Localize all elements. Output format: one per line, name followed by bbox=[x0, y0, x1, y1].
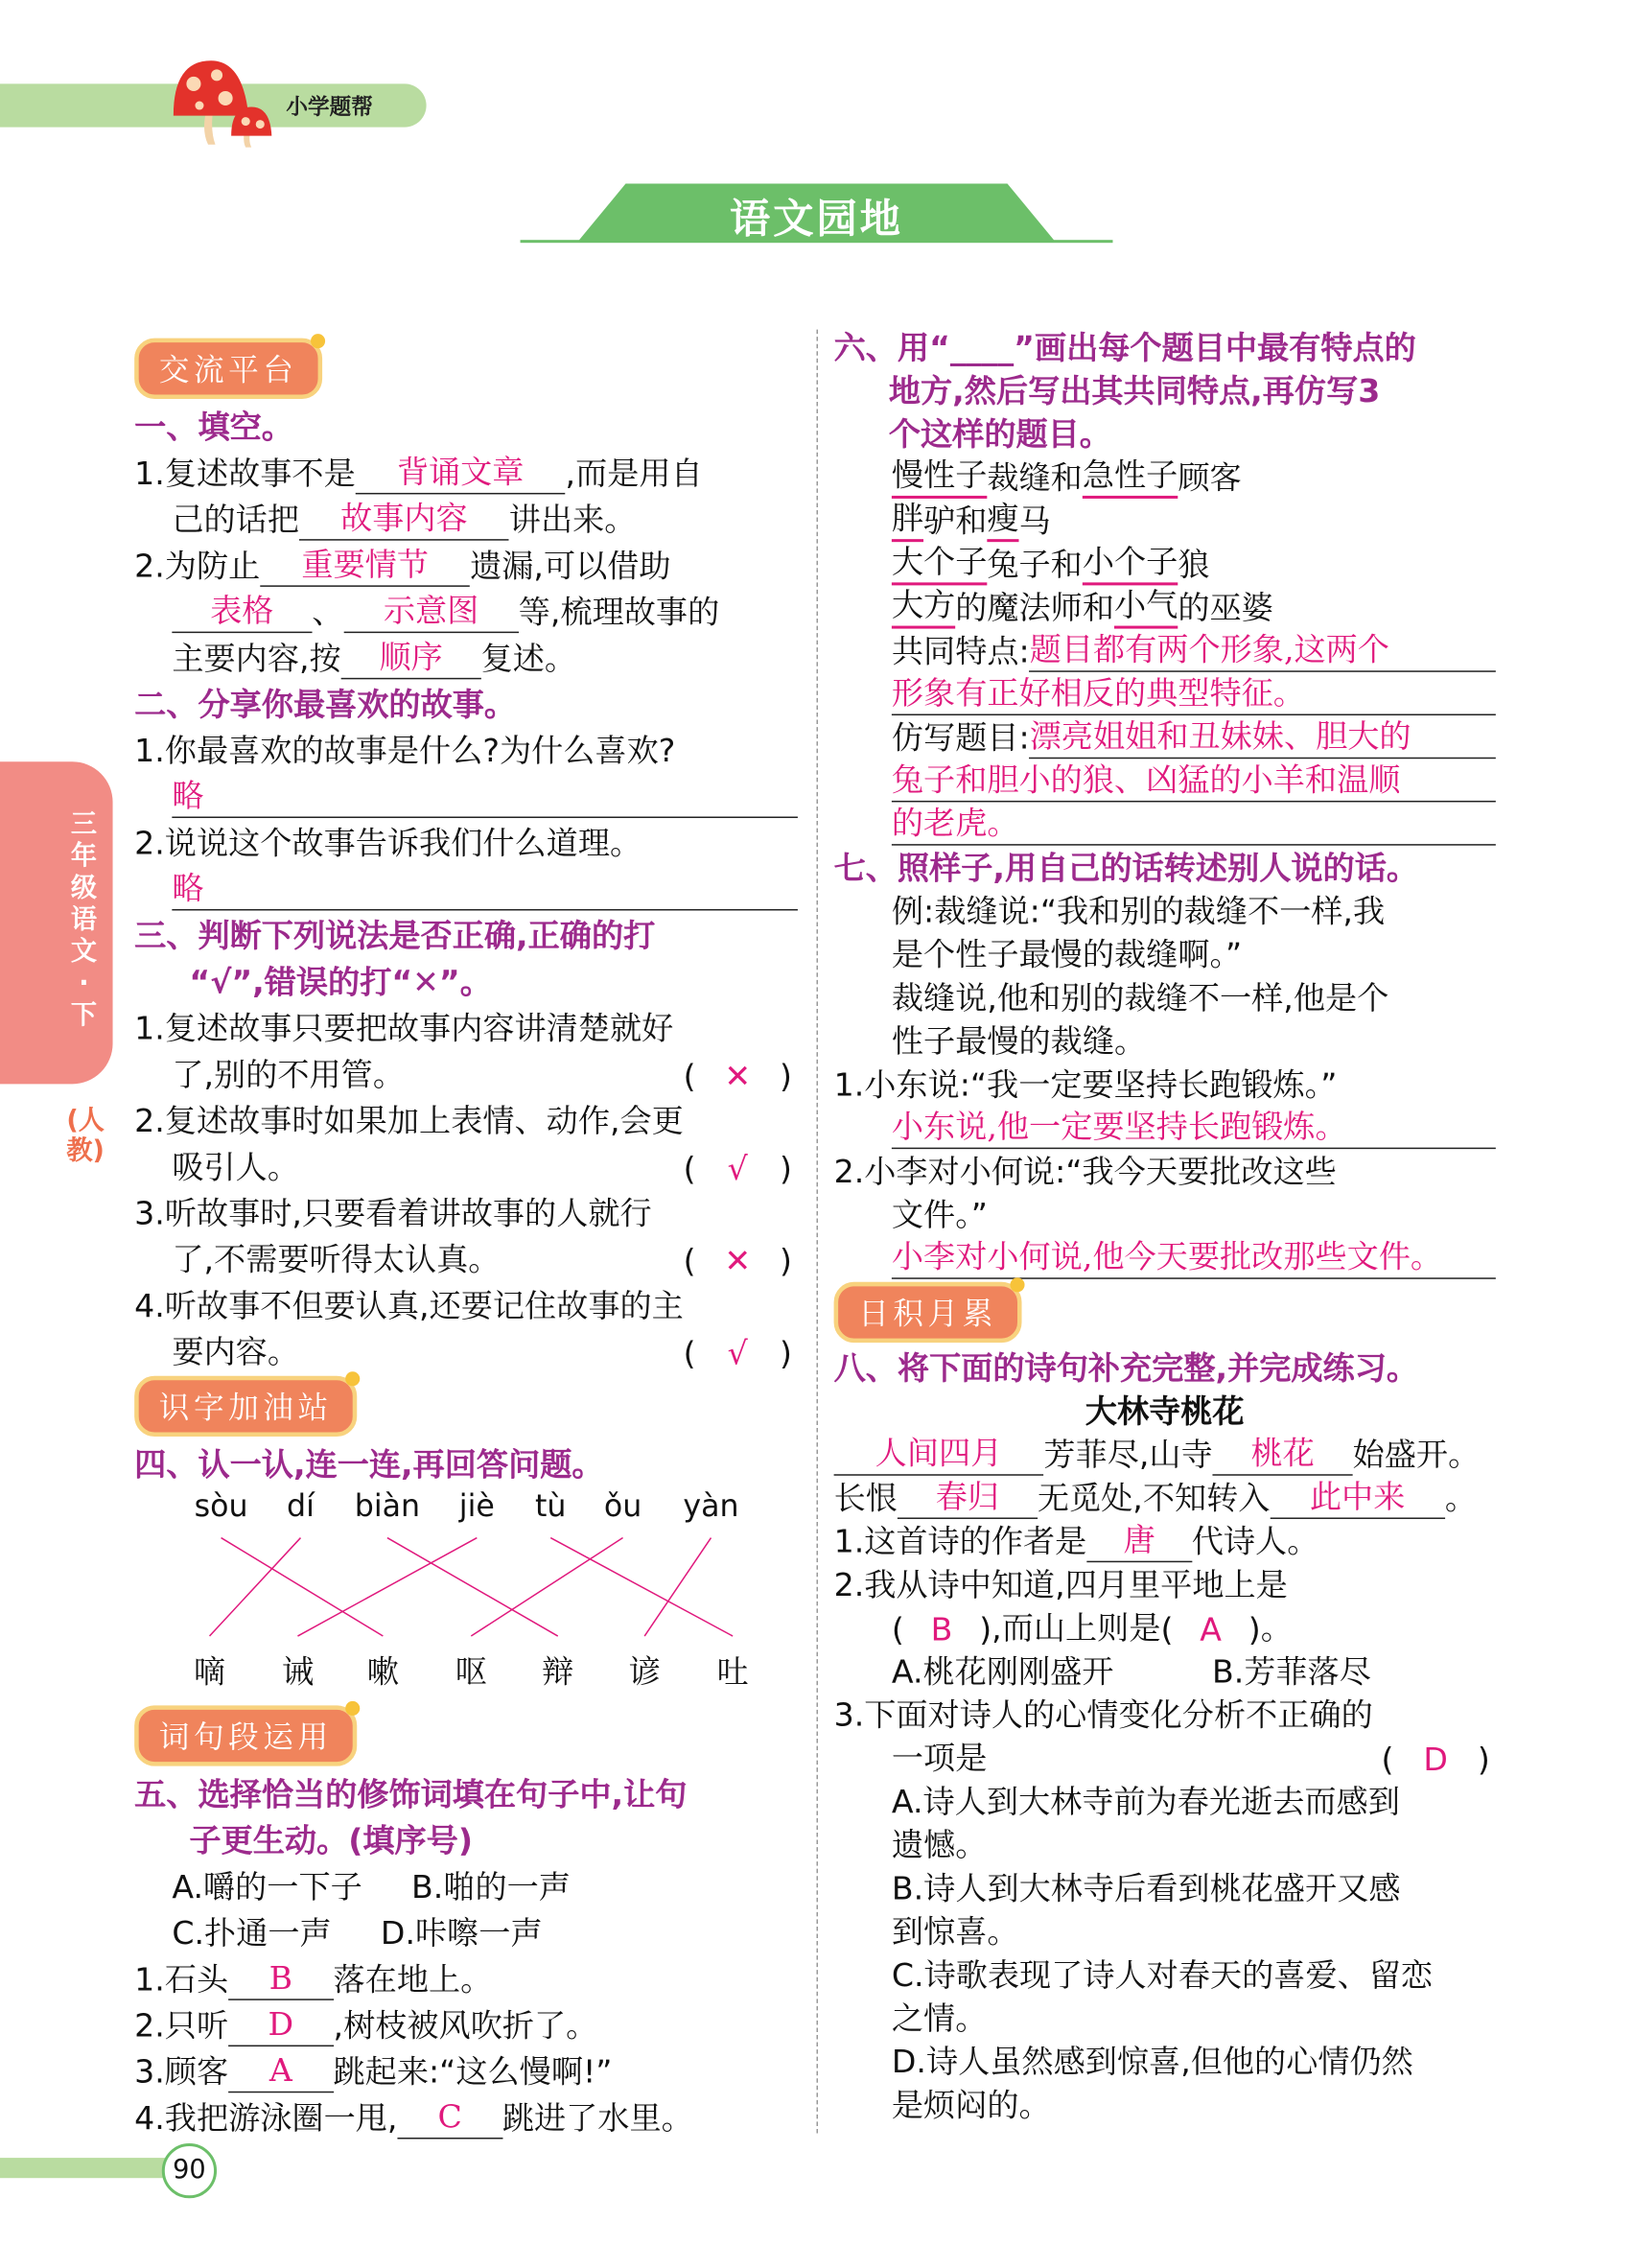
text: 了,别的不用管。 bbox=[172, 1058, 405, 1094]
text: D.诗人虽然感到惊喜,但他的心情仍然 bbox=[891, 2045, 1413, 2082]
text: 4.我把游泳圈一甩, bbox=[134, 2101, 398, 2139]
judgement-answer: ( D ) bbox=[1381, 1742, 1490, 1780]
text: 大林寺桃花 bbox=[1085, 1394, 1245, 1432]
pinyin: dí bbox=[287, 1488, 315, 1524]
question-line bbox=[834, 1693, 1496, 1736]
text: D.咔嚓一声 bbox=[380, 1916, 543, 1953]
answer-fill: 漂亮姐姐和丑妹妹、胆大的 bbox=[1030, 720, 1496, 760]
character: 诫 bbox=[281, 1654, 315, 1692]
answer-line bbox=[834, 2040, 1496, 2083]
text: “√”,错误的打“✕”。 bbox=[189, 965, 492, 1002]
text: 七、照样子,用自己的话转述别人说的话。 bbox=[833, 851, 1419, 888]
text-line bbox=[834, 456, 1496, 499]
text: 一项是 bbox=[891, 1742, 988, 1778]
text: 四、认一认,连一连,再回答问题。 bbox=[134, 1448, 604, 1485]
poem-title bbox=[834, 1389, 1496, 1432]
text: 顾客 bbox=[1178, 460, 1242, 498]
text: 六、用“____”画出每个题目中最有特点的 bbox=[833, 331, 1416, 367]
text: 是烦闷的。 bbox=[891, 2088, 1051, 2125]
answer-line bbox=[834, 1996, 1496, 2039]
text: 到惊喜。 bbox=[891, 1914, 1019, 1952]
section-heading-cont bbox=[834, 368, 1496, 411]
question-line bbox=[834, 1063, 1496, 1106]
side-tab-label: 三年级语文·下 bbox=[70, 808, 97, 1031]
answer-blank: B bbox=[228, 1961, 333, 2000]
text: 二、分享你最喜欢的故事。 bbox=[134, 688, 517, 725]
text: 4.听故事不但要认真,还要记住故事的主 bbox=[134, 1289, 684, 1326]
underlined-feature: 瘦 bbox=[987, 502, 1018, 542]
text-line bbox=[134, 1234, 798, 1280]
answer-fill: 略 bbox=[172, 779, 798, 818]
question-line bbox=[834, 1149, 1496, 1192]
choice-mark: B bbox=[930, 1612, 953, 1649]
text: ,树枝被风吹折了。 bbox=[333, 2008, 598, 2046]
pinyin: jiè bbox=[458, 1488, 495, 1524]
question-line bbox=[134, 726, 798, 772]
text: 是个性子最慢的裁缝啊。” bbox=[891, 938, 1243, 974]
answer-blank: 表格 bbox=[172, 594, 312, 633]
underlined-feature: 大个子 bbox=[892, 545, 987, 585]
section-badge-label: 识字加油站 bbox=[134, 1376, 357, 1437]
answer-line bbox=[834, 672, 1496, 715]
underlined-feature: 小气 bbox=[1114, 588, 1178, 628]
brand-name: 小学题帮 bbox=[286, 93, 373, 121]
text-line bbox=[834, 715, 1496, 759]
text: 2.只听 bbox=[134, 2008, 229, 2046]
text: C.诗歌表现了诗人对春天的喜爱、留恋 bbox=[891, 1958, 1434, 1995]
character: 辩 bbox=[542, 1654, 574, 1692]
answer-fill: 兔子和胆小的狼、凶猛的小羊和温顺 bbox=[892, 763, 1496, 803]
answer-fill: 形象有正好相反的典型特征。 bbox=[892, 676, 1496, 715]
underlined-feature: 急性子 bbox=[1083, 458, 1178, 499]
text: 1.复述故事不是 bbox=[134, 456, 356, 493]
judgement-mark: √ bbox=[727, 1337, 748, 1373]
section-badge-label: 日积月累 bbox=[834, 1282, 1022, 1343]
text: B.芳菲落尽 bbox=[1211, 1654, 1371, 1692]
answer-blank: 顺序 bbox=[341, 641, 481, 680]
answer-line bbox=[834, 1866, 1496, 1909]
answer-blank: D bbox=[228, 2007, 333, 2046]
text: 例:裁缝说:“我和别的裁缝不一样,我 bbox=[891, 894, 1386, 931]
text: 五、选择恰当的修饰词填在句子中,让句 bbox=[134, 1777, 688, 1814]
text: A.桃花刚刚盛开 bbox=[891, 1654, 1114, 1692]
pinyin: ǒu bbox=[603, 1488, 642, 1524]
text: 共同特点: bbox=[891, 634, 1030, 671]
judgement-answer: ( ✕ ) bbox=[683, 1244, 792, 1281]
text-line bbox=[834, 1019, 1496, 1063]
text: 等,梳理故事的 bbox=[518, 595, 720, 632]
text: C.扑通一声 bbox=[172, 1916, 332, 1953]
text-line bbox=[134, 1049, 798, 1095]
text: 的魔法师和 bbox=[955, 591, 1115, 628]
publisher-label: (人教) bbox=[66, 1105, 105, 1167]
match-link bbox=[222, 1538, 384, 1636]
judgement-mark: D bbox=[1423, 1742, 1448, 1780]
text-line bbox=[134, 1861, 798, 1907]
text: 1.石头 bbox=[134, 1962, 229, 1999]
text: 地方,然后写出其共同特点,再仿写3 bbox=[888, 374, 1381, 411]
pinyin: biàn bbox=[354, 1488, 421, 1524]
text-line bbox=[134, 633, 798, 679]
section-badge bbox=[134, 1702, 798, 1768]
question-line bbox=[134, 2046, 798, 2093]
underlined-feature: 大方 bbox=[892, 588, 955, 628]
text: 3.顾客 bbox=[134, 2055, 229, 2092]
answer-fill: 略 bbox=[172, 872, 798, 911]
text: 驴和 bbox=[923, 503, 988, 541]
text: 兔子和 bbox=[987, 548, 1083, 584]
match-link bbox=[297, 1538, 477, 1636]
text-line bbox=[834, 889, 1496, 932]
text: 之情。 bbox=[891, 2001, 988, 2039]
footer-band bbox=[0, 2158, 180, 2178]
text: 仿写题目: bbox=[891, 721, 1030, 758]
match-link bbox=[210, 1538, 301, 1636]
answer-line bbox=[834, 1822, 1496, 1865]
character: 谚 bbox=[628, 1654, 661, 1692]
character: 呕 bbox=[455, 1654, 487, 1692]
answer-blank: 人间四月 bbox=[834, 1437, 1044, 1476]
answer-line bbox=[834, 1952, 1496, 1996]
text: 。 bbox=[1444, 1481, 1477, 1518]
section-heading-cont bbox=[134, 957, 798, 1003]
judgement-answer: ( ✕ ) bbox=[683, 1059, 792, 1096]
question-line bbox=[134, 448, 798, 494]
choice-answer: ( A ) bbox=[1160, 1612, 1261, 1649]
text: 讲出来。 bbox=[508, 503, 637, 540]
question-line bbox=[834, 1562, 1496, 1605]
judgement-answer: ( √ ) bbox=[683, 1337, 792, 1373]
text: 八、将下面的诗句补充完整,并完成练习。 bbox=[833, 1351, 1419, 1388]
section-heading bbox=[134, 910, 798, 956]
section-heading bbox=[834, 325, 1496, 368]
text: 遗漏,可以借助 bbox=[470, 549, 671, 586]
right-column bbox=[834, 325, 1496, 2126]
text: 了,不需要听得太认真。 bbox=[172, 1243, 501, 1279]
text: 主要内容,按 bbox=[172, 642, 341, 678]
section-badge bbox=[134, 1373, 798, 1439]
text-line bbox=[834, 499, 1496, 542]
answer-line bbox=[134, 864, 798, 910]
answer-line bbox=[834, 2083, 1496, 2126]
text: 代诗人。 bbox=[1191, 1524, 1319, 1561]
text: 落在地上。 bbox=[333, 1962, 493, 1999]
text: 长恨 bbox=[833, 1481, 898, 1518]
choice-answer: ( B ) bbox=[891, 1612, 992, 1649]
text-line bbox=[834, 542, 1496, 585]
text: 性子最慢的裁缝。 bbox=[891, 1024, 1147, 1062]
text: 1.你最喜欢的故事是什么?为什么喜欢? bbox=[134, 734, 676, 771]
answer-blank: 故事内容 bbox=[299, 502, 509, 541]
section-heading-cont bbox=[134, 1815, 798, 1861]
text: 1.小东说:“我一定要坚持长跑锻炼。” bbox=[833, 1067, 1338, 1105]
section-heading bbox=[134, 402, 798, 448]
mushroom-logo-icon bbox=[162, 58, 278, 147]
text: 、 bbox=[312, 595, 344, 632]
text: 要内容。 bbox=[172, 1335, 299, 1372]
text-line bbox=[134, 1327, 798, 1373]
text: 裁缝和 bbox=[987, 460, 1083, 498]
question-line bbox=[134, 1954, 798, 2000]
answer-blank: 重要情节 bbox=[260, 548, 470, 587]
answer-blank: 此中来 bbox=[1270, 1480, 1444, 1519]
pinyin: yàn bbox=[683, 1488, 739, 1524]
question-line bbox=[134, 1095, 798, 1141]
judgement-mark: ✕ bbox=[724, 1059, 752, 1096]
character: 吐 bbox=[716, 1654, 749, 1692]
text: 3.听故事时,只要看着讲故事的人就行 bbox=[134, 1196, 652, 1233]
text: 狼 bbox=[1178, 548, 1210, 584]
answer-blank: C bbox=[397, 2100, 502, 2139]
answer-line bbox=[834, 759, 1496, 802]
text: 裁缝说,他和别的裁缝不一样,他是个 bbox=[891, 981, 1389, 1017]
text-line bbox=[834, 975, 1496, 1018]
answer-line bbox=[834, 1736, 1496, 1779]
section-heading bbox=[834, 1345, 1496, 1389]
underlined-feature: 小个子 bbox=[1083, 545, 1178, 585]
text: B.诗人到大林寺后看到桃花盛开又感 bbox=[891, 1871, 1401, 1908]
text-line bbox=[134, 1142, 798, 1188]
question-line bbox=[834, 1519, 1496, 1562]
answer-line bbox=[134, 772, 798, 818]
text: 的巫婆 bbox=[1178, 591, 1273, 628]
answer-fill: 小李对小何说,他今天要批改那些文件。 bbox=[892, 1240, 1496, 1279]
answer-line bbox=[834, 1192, 1496, 1235]
answer-blank: 唐 bbox=[1086, 1523, 1191, 1562]
text: 1.复述故事只要把故事内容讲清楚就好 bbox=[134, 1011, 674, 1048]
text: 。 bbox=[1260, 1611, 1293, 1648]
text: A.诗人到大林寺前为春光逝去而感到 bbox=[891, 1785, 1400, 1821]
underlined-feature: 胖 bbox=[892, 502, 923, 542]
text: B.啪的一声 bbox=[411, 1870, 571, 1906]
left-column bbox=[134, 336, 798, 2139]
text-line bbox=[134, 494, 798, 540]
question-line bbox=[134, 2093, 798, 2139]
pinyin-matching bbox=[134, 1485, 798, 1702]
question-line bbox=[134, 818, 798, 864]
answer-line bbox=[834, 1236, 1496, 1279]
judgement-mark: ✕ bbox=[724, 1244, 752, 1281]
text: 复述。 bbox=[480, 642, 577, 678]
match-link bbox=[471, 1538, 622, 1636]
text: 始盛开。 bbox=[1352, 1438, 1481, 1475]
text: A.嚼的一下子 bbox=[172, 1870, 362, 1906]
answer-blank: 桃花 bbox=[1213, 1437, 1353, 1476]
pinyin: tù bbox=[534, 1488, 567, 1524]
text-line bbox=[834, 585, 1496, 628]
text-line bbox=[834, 629, 1496, 672]
choice-mark: A bbox=[1200, 1612, 1222, 1649]
text: ,而山上则是 bbox=[991, 1611, 1161, 1648]
answer-blank: 背诵文章 bbox=[356, 456, 566, 495]
answer-fill: 的老虎。 bbox=[892, 807, 1496, 846]
section-heading bbox=[134, 1439, 798, 1485]
section-heading bbox=[134, 679, 798, 725]
section-heading-cont bbox=[834, 412, 1496, 456]
answer-line bbox=[834, 1909, 1496, 1952]
character: 嗽 bbox=[366, 1654, 399, 1692]
text: 一、填空。 bbox=[134, 410, 293, 447]
answer-blank: A bbox=[228, 2054, 333, 2093]
text: 芳菲尽,山寺 bbox=[1043, 1438, 1213, 1475]
text: ,而是用自 bbox=[565, 456, 703, 493]
text: 吸引人。 bbox=[172, 1150, 299, 1187]
poem-line bbox=[834, 1476, 1496, 1519]
poem-line bbox=[834, 1433, 1496, 1476]
match-link bbox=[550, 1538, 733, 1636]
section-badge-label: 交流平台 bbox=[134, 339, 322, 399]
answer-line bbox=[834, 1779, 1496, 1822]
question-line bbox=[134, 1003, 798, 1049]
answer-line bbox=[834, 1106, 1496, 1149]
section-badge bbox=[134, 336, 798, 402]
text: 子更生动。(填序号) bbox=[189, 1823, 474, 1860]
section-heading bbox=[834, 846, 1496, 889]
text: 文件。” bbox=[891, 1198, 988, 1235]
text: 无觅处,不知转入 bbox=[1037, 1481, 1271, 1518]
answer-fill: 小东说,他一定要坚持长跑锻炼。 bbox=[892, 1110, 1496, 1149]
answer-line bbox=[834, 802, 1496, 845]
pinyin: sòu bbox=[194, 1488, 248, 1524]
question-line bbox=[134, 541, 798, 587]
answer-blank: 春归 bbox=[898, 1480, 1038, 1519]
text: 个这样的题目。 bbox=[888, 417, 1111, 455]
text-line bbox=[134, 587, 798, 633]
text: 2.我从诗中知道,四月里平地上是 bbox=[833, 1568, 1288, 1604]
text: 己的话把 bbox=[172, 503, 299, 540]
underlined-feature: 慢性子 bbox=[892, 458, 987, 499]
judgement-answer: ( √ ) bbox=[683, 1152, 792, 1188]
section-badge bbox=[834, 1279, 1496, 1345]
answer-blank: 示意图 bbox=[343, 594, 518, 633]
answer-fill: 题目都有两个形象,这两个 bbox=[1030, 633, 1496, 672]
question-line bbox=[134, 1280, 798, 1326]
question-line bbox=[134, 1188, 798, 1234]
text: 三、判断下列说法是否正确,正确的打 bbox=[134, 919, 656, 956]
text: 2.说说这个故事告诉我们什么道理。 bbox=[134, 827, 642, 863]
text-line bbox=[834, 932, 1496, 975]
section-badge-label: 词句段运用 bbox=[134, 1705, 357, 1765]
page-number: 90 bbox=[162, 2143, 217, 2198]
text: 马 bbox=[1018, 503, 1051, 541]
page-title: 语文园地 bbox=[730, 195, 903, 244]
match-link bbox=[644, 1538, 711, 1636]
character: 嘀 bbox=[193, 1654, 226, 1692]
text: 2.为防止 bbox=[134, 549, 261, 586]
column-divider bbox=[817, 330, 819, 2134]
judgement-mark: √ bbox=[727, 1152, 748, 1188]
text-line bbox=[134, 1907, 798, 1953]
section-heading bbox=[134, 1769, 798, 1815]
text: 2.小李对小何说:“我今天要批改这些 bbox=[833, 1155, 1337, 1191]
text: 跳进了水里。 bbox=[502, 2101, 693, 2139]
answer-line bbox=[834, 1649, 1496, 1693]
text: 1.这首诗的作者是 bbox=[833, 1524, 1087, 1561]
text: 2.复述故事时如果加上表情、动作,会更 bbox=[134, 1104, 684, 1141]
text: 跳起来:“这么慢啊!” bbox=[333, 2055, 613, 2092]
text: 3.下面对诗人的心情变化分析不正确的 bbox=[833, 1697, 1373, 1735]
match-link bbox=[387, 1538, 558, 1636]
text: 遗憾。 bbox=[891, 1828, 988, 1865]
question-line bbox=[134, 2000, 798, 2046]
answer-line bbox=[834, 1605, 1496, 1648]
